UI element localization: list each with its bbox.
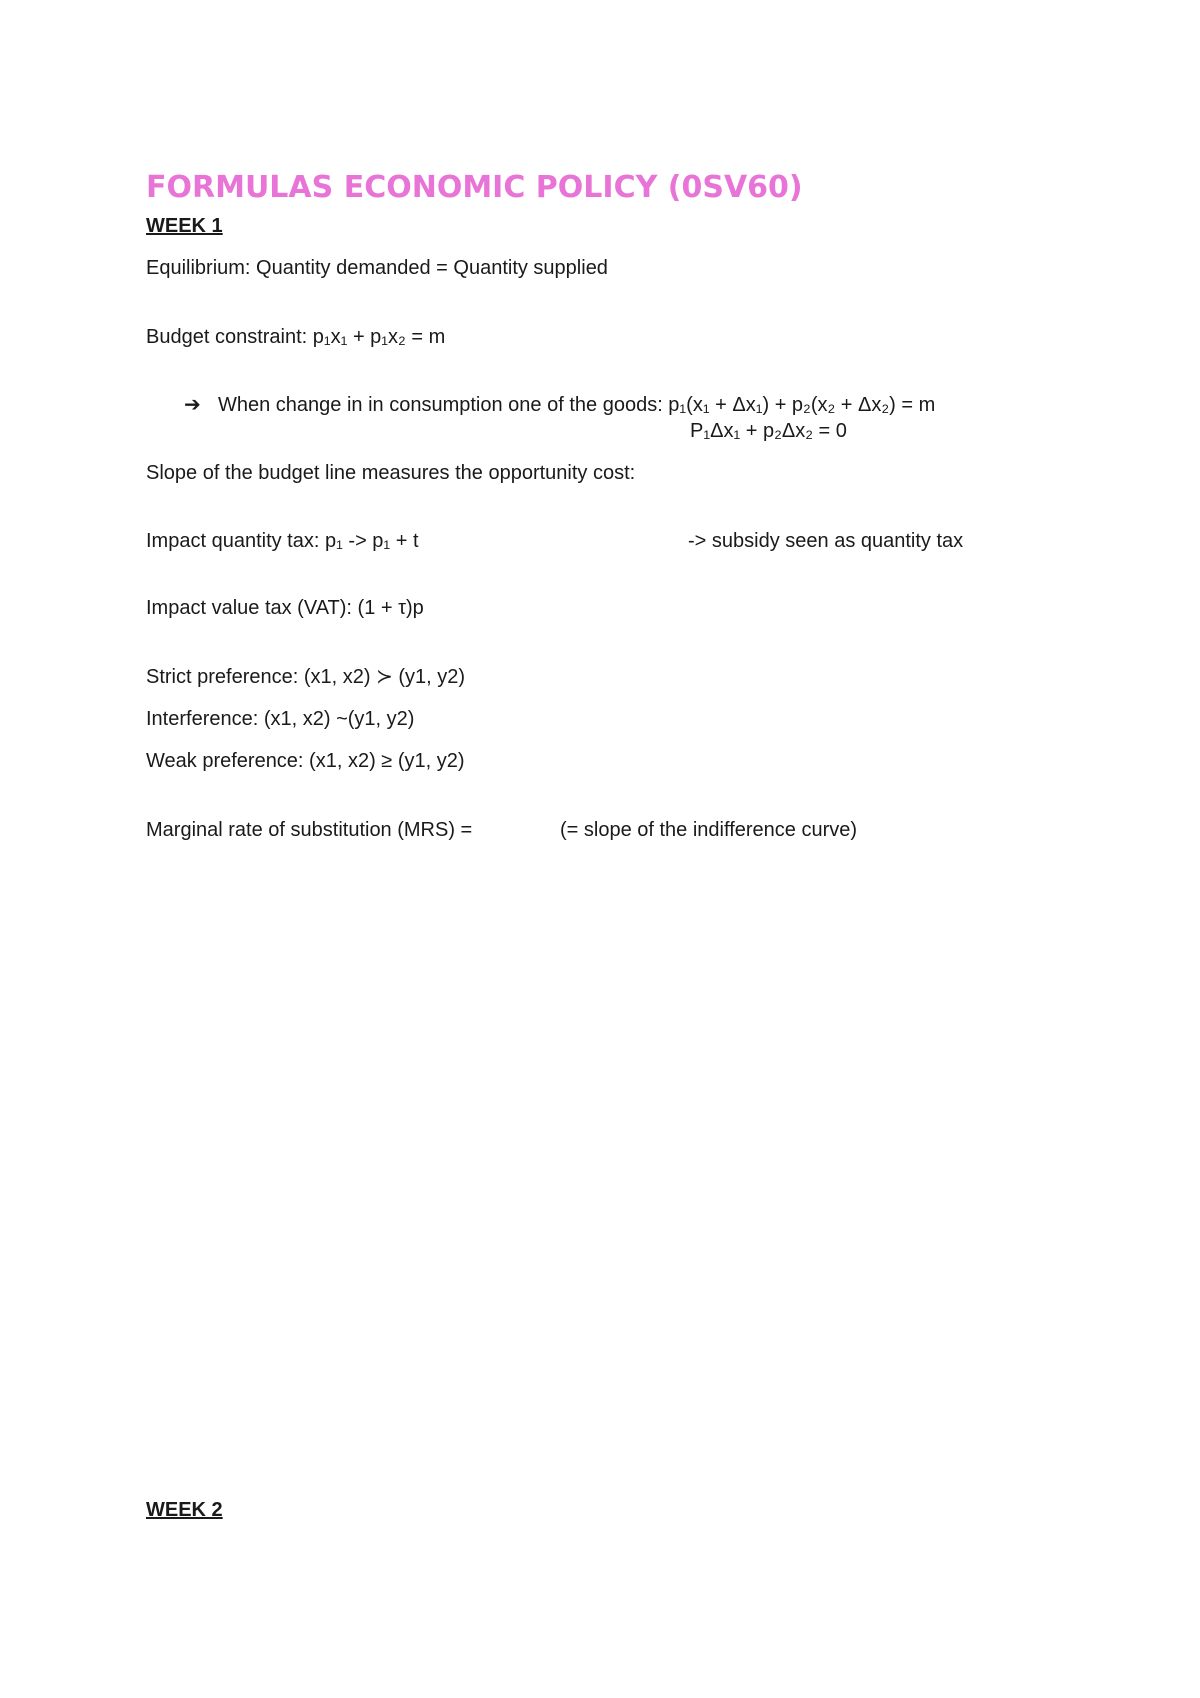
mrs-note: (= slope of the indifference curve)	[560, 819, 858, 841]
budget-constraint-line: Budget constraint: p₁x₁ + p₁x₂ = m	[146, 326, 446, 348]
week-2-heading: WEEK 2	[146, 1499, 223, 1521]
interference-line: Interference: (x1, x2) ~(y1, y2)	[146, 708, 415, 730]
value-tax-line: Impact value tax (VAT): (1 + τ)p	[146, 597, 424, 619]
bullet-second-line: P₁Δx₁ + p₂Δx₂ = 0	[690, 420, 847, 442]
strict-preference-line: Strict preference: (x1, x2) ≻ (y1, y2)	[146, 666, 466, 688]
bullet-change-consumption	[184, 393, 935, 417]
quantity-tax-line: Impact quantity tax: p₁ -> p₁ + t	[146, 530, 419, 552]
equilibrium-line: Equilibrium: Quantity demanded = Quantity supplied	[146, 257, 608, 279]
document-title: FORMULAS ECONOMIC POLICY (0SV60)	[146, 170, 803, 205]
arrow-bullet-icon: ➔	[184, 394, 201, 416]
weak-preference-line: Weak preference: (x1, x2) ≥ (y1, y2)	[146, 750, 465, 772]
mrs-label: Marginal rate of substitution (MRS) =	[146, 819, 473, 841]
bullet-text: When change in in consumption one of the goods: p₁(x₁ + Δx₁) + p₂(x₂ + Δx₂) = m	[218, 394, 936, 416]
week-1-heading: WEEK 1	[146, 215, 223, 237]
subsidy-note: -> subsidy seen as quantity tax	[688, 530, 964, 552]
slope-line: Slope of the budget line measures the opportunity cost:	[146, 462, 636, 484]
